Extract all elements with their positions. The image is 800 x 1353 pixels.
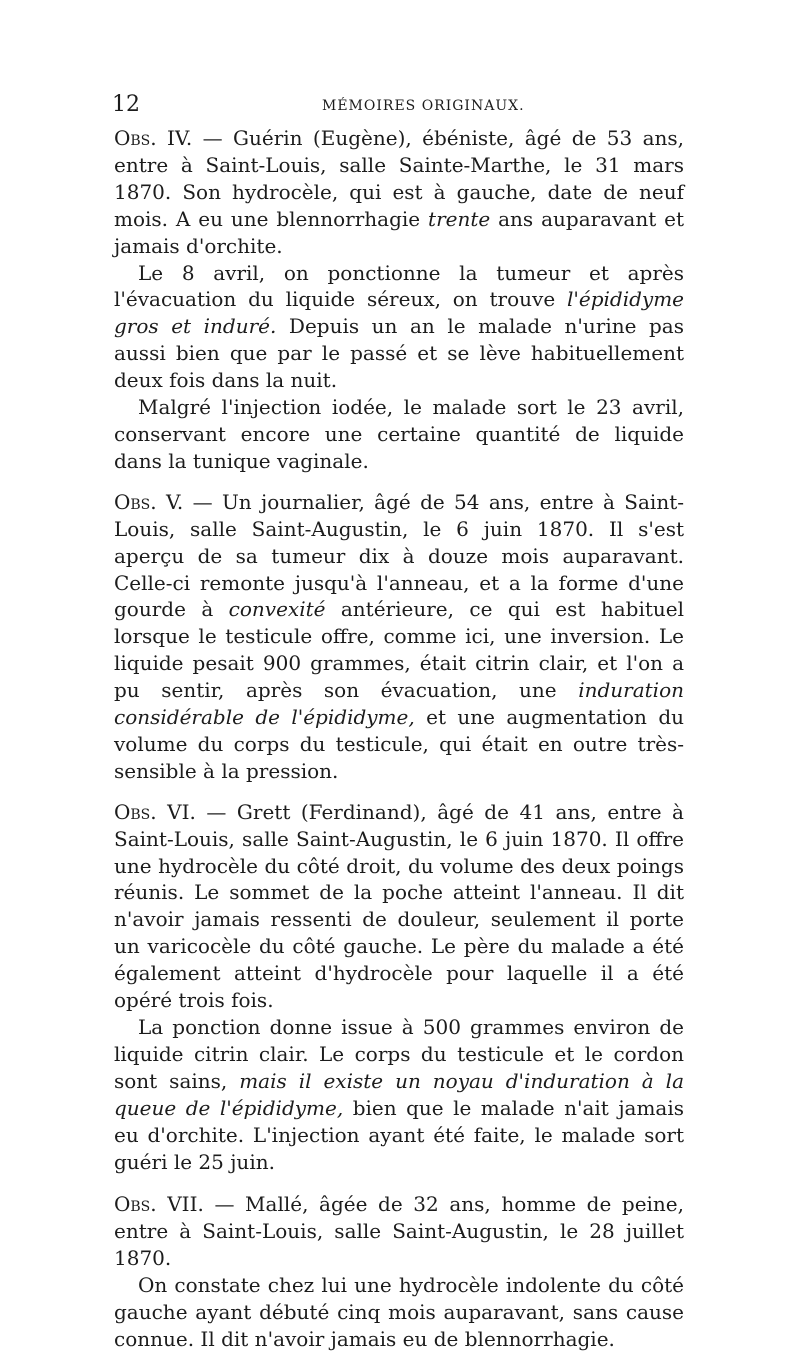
text-segment: Depuis un an le malade n'urine pas aussi bien que par le passé et se lève habituellement deux fois dans la nuit. <box>114 314 684 393</box>
observation-label: Obs. V. <box>114 489 184 514</box>
text-segment: antérieure, ce qui est habituel lorsque le testicule offre, comme ici, une inversion. Le liquide pesait 900 grammes, était citrin clair, et l'on a pu sentir, après son évacuation, une <box>114 597 684 703</box>
italic-segment: l'épididyme gros et induré. <box>114 287 684 339</box>
paragraph-obs-v <box>114 489 684 785</box>
text-segment: et une augmentation du volume du corps du testicule, qui était en outre très-sensible à la pression. <box>114 705 684 783</box>
page-number: 12 <box>112 92 140 117</box>
paragraph-obs-iv-2 <box>114 260 684 395</box>
text-segment: bien que le malade n'ait jamais eu d'orchite. L'injection ayant été faite, le malade sort guéri le 25 juin. <box>114 1095 684 1174</box>
paragraph-obs-iv-3 <box>114 394 684 475</box>
paragraph-obs-vi <box>114 799 684 1014</box>
text-segment: La ponction donne issue à 500 grammes environ de liquide citrin clair. Le corps du testicule et le cordon sont sains, <box>114 1015 684 1093</box>
observation-label: Obs. VI. <box>114 799 196 824</box>
body-text <box>114 125 684 1353</box>
text-segment: ans auparavant et jamais d'orchite. <box>114 206 685 258</box>
italic-segment: trente <box>428 206 491 231</box>
observation-label: Obs. IV. <box>114 126 193 150</box>
text-segment: — Guérin (Eugène), ébéniste, âgé de 53 ans, entre à Saint-Louis, salle Sainte-Marthe, le 31 mars 1870. Son hydrocèle, qui est à gauche, date de neuf mois. A eu une blennorrhagie <box>114 126 684 231</box>
paragraph-obs-vii <box>114 1191 684 1272</box>
paragraph-obs-iv <box>114 125 684 260</box>
text-segment: — Grett (Ferdinand), âgé de 41 ans, entre à Saint-Louis, salle Saint-Augustin, le 6 juin 1870. Il offre une hydrocèle du côté droit, du volume des deux poings réunis. Le sommet de la poche atteint l'anneau. Il dit n'avoir jamais ressenti de douleur, seulement il porte un varicocèle du côté gauche. Le père du malade a été également atteint d'hydrocèle pour laquelle il a été opéré trois fois. <box>114 799 684 1013</box>
paragraph-obs-vii-2 <box>114 1272 684 1353</box>
paragraph-obs-vi-2 <box>114 1014 684 1175</box>
observation-label: Obs. VII. <box>114 1192 204 1217</box>
text-segment: — Mallé, âgée de 32 ans, homme de peine, entre à Saint-Louis, salle Saint-Augustin, le 28 juillet 1870. <box>114 1192 685 1271</box>
italic-segment: convexité <box>228 597 326 622</box>
italic-segment: mais il existe un noyau d'induration à la queue de l'épididyme, <box>114 1068 684 1120</box>
page-header <box>112 92 692 122</box>
text-segment: — Un journalier, âgé de 54 ans, entre à Saint-Louis, salle Saint-Augustin, le 6 juin 1870. Il s'est aperçu de sa tumeur dix à douze mois auparavant. Celle-ci remonte jusqu'à l'anneau, et a la forme d'une gourde à <box>114 489 685 622</box>
italic-segment: induration considérable de l'épididyme, <box>114 678 684 730</box>
text-segment: On constate chez lui une hydrocèle indolente du côté gauche ayant débuté cinq mois auparavant, sans cause connue. Il dit n'avoir jamais eu de blennorrhagie. <box>114 1273 684 1351</box>
text-segment: Le 8 avril, on ponctionne la tumeur et après l'évacuation du liquide séreux, on trouve <box>114 260 684 312</box>
text-segment: Malgré l'injection iodée, le malade sort le 23 avril, conservant encore une certaine quantité de liquide dans la tunique vaginale. <box>114 395 684 473</box>
running-head: MÉMOIRES ORIGINAUX. <box>322 98 525 114</box>
